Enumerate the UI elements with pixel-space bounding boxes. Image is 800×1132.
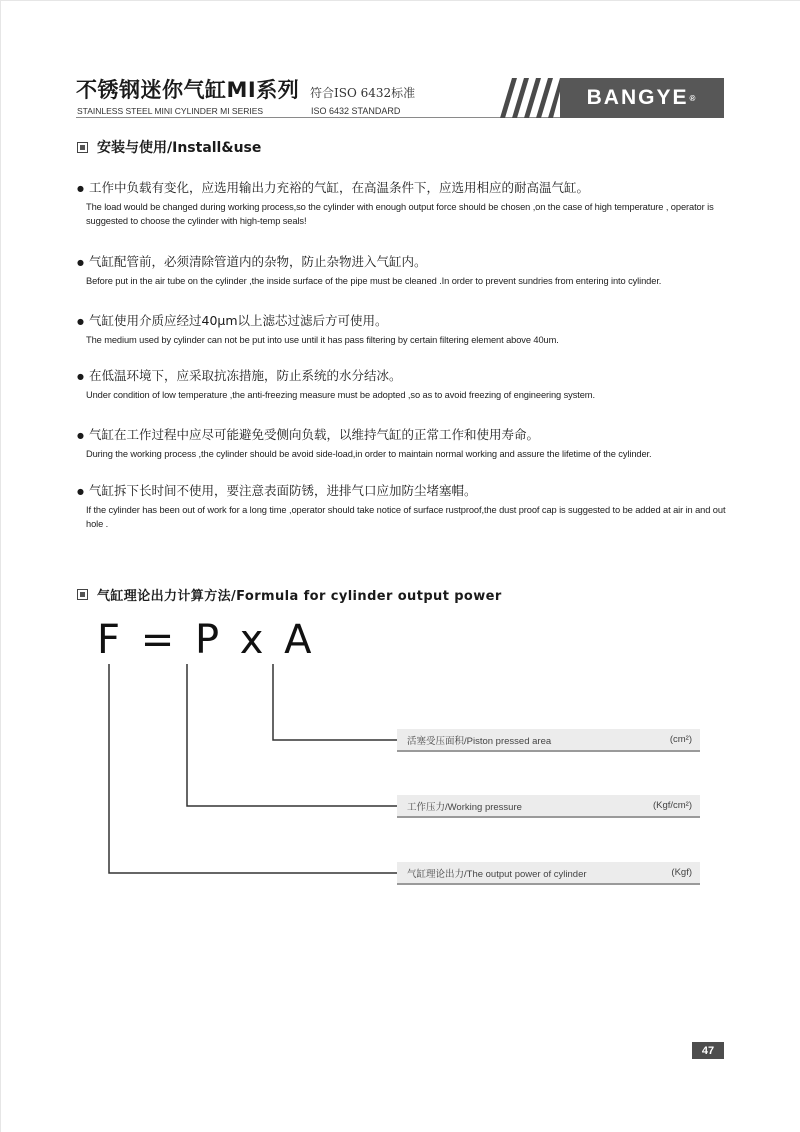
- callout-label: 工作压力/Working pressure: [407, 801, 522, 813]
- instruction-en: If the cylinder has been out of work for a long time ,operator should take notice of surface rustproof,the dust proof cap is suggested to be added at air in and out hole .: [86, 505, 726, 529]
- instruction-en: Under condition of low temperature ,the anti-freezing measure must be adopted ,so as to avoid freezing of engineering system.: [86, 390, 595, 400]
- instruction-en: Before put in the air tube on the cylinder ,the inside surface of the pipe must be cleaned .In order to prevent sundries from entering into cylinder.: [86, 276, 662, 286]
- instruction-en: During the working process ,the cylinder should be avoid side-load,in order to maintain normal working and assure the lifetime of the cylinder.: [86, 449, 652, 459]
- formula-section-title: 气缸理论出力计算方法/Formula for cylinder output power: [97, 589, 502, 604]
- formula-section-heading: [77, 585, 502, 604]
- square-bullet-icon: [77, 142, 88, 153]
- logo-stripes-icon: [500, 78, 562, 118]
- square-bullet-icon: [77, 589, 88, 600]
- instruction-cn: ● 气缸使用介质应经过40μm以上滤芯过滤后方可使用。: [77, 311, 727, 329]
- registered-mark: ®: [689, 93, 698, 103]
- page-number: 47: [692, 1042, 724, 1059]
- instruction-en: The medium used by cylinder can not be put into use until it has pass filtering by certain filtering element above 40um.: [86, 335, 559, 345]
- standard-label: 符合ISO 6432标准: [310, 86, 416, 100]
- series-title: 不锈钢迷你气缸MI系列: [76, 78, 300, 102]
- list-item: [77, 252, 727, 288]
- standard-label-en: ISO 6432 STANDARD: [311, 106, 401, 116]
- instruction-cn: ● 气缸在工作过程中应尽可能避免受侧向负载，以维持气缸的正常工作和使用寿命。: [77, 425, 727, 443]
- brand-logo: [560, 78, 724, 118]
- list-item: [77, 366, 727, 402]
- instruction-cn: ● 工作中负载有变化，应选用输出力充裕的气缸，在高温条件下，应选用相应的耐高温气缸。: [77, 178, 727, 196]
- list-item: [77, 311, 727, 347]
- instruction-cn: ● 在低温环境下，应采取抗冻措施，防止系统的水分结冰。: [77, 366, 727, 384]
- callout-working-pressure: [397, 795, 700, 818]
- instruction-en: The load would be changed during working process,so the cylinder with enough output force should be chosen ,on the case of high temperature , operator is suggested to choose the cylinder with high-temp seals!: [86, 202, 714, 226]
- callout-output-power: [397, 862, 700, 885]
- list-item: [77, 425, 727, 461]
- callout-unit: (Kgf/cm²): [652, 800, 692, 811]
- callout-label: 气缸理论出力/The output power of cylinder: [407, 868, 587, 880]
- install-section-heading: [77, 137, 261, 157]
- install-section-title: 安装与使用/Install&use: [97, 140, 262, 156]
- brand-name: BANGYE: [586, 86, 689, 109]
- list-item: [77, 481, 727, 531]
- instruction-cn: ● 气缸配管前，必须清除管道内的杂物，防止杂物进入气缸内。: [77, 252, 727, 270]
- callout-label: 活塞受压面积/Piston pressed area: [407, 735, 552, 747]
- series-title-en: STAINLESS STEEL MINI CYLINDER MI SERIES: [77, 106, 264, 116]
- formula: F = P x A: [97, 617, 316, 663]
- list-item: [77, 178, 727, 228]
- callout-unit: (cm²): [669, 734, 692, 745]
- callout-piston-area: [397, 729, 700, 752]
- instruction-cn: ● 气缸拆下长时间不使用，要注意表面防锈，进排气口应加防尘堵塞帽。: [77, 481, 727, 499]
- callout-unit: (Kgf): [671, 867, 692, 878]
